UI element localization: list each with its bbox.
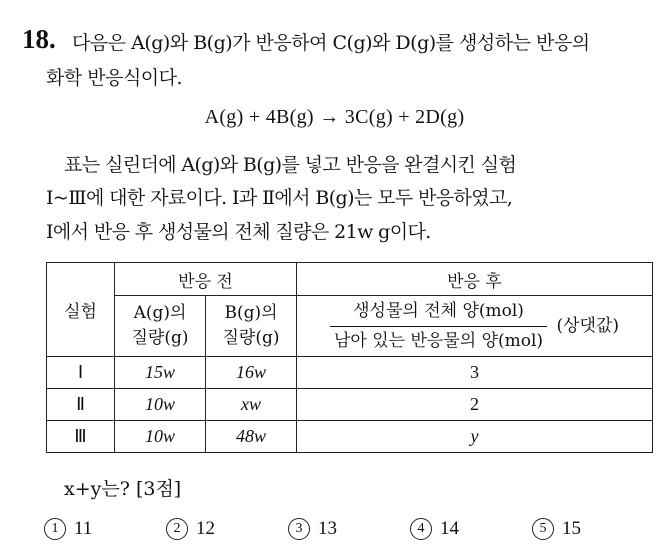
row-a-mass: 10w (115, 389, 206, 421)
header-experiment: 실험 (47, 263, 115, 357)
choice-value: 13 (318, 518, 337, 539)
row-ratio: y (297, 421, 653, 453)
row-experiment: Ⅲ (47, 421, 115, 453)
description-line1: 표는 실린더에 A(g)와 B(g)를 넣고 반응을 완결시킨 실험 (64, 154, 517, 176)
header-b-mass-line1: B(g)의 (224, 303, 278, 323)
choice-2[interactable] (166, 518, 215, 540)
question-stem-line1: 다음은 A(g)와 B(g)가 반응하여 C(g)와 D(g)를 생성하는 반응의 (72, 32, 590, 54)
choice-1[interactable] (44, 518, 92, 540)
row-a-mass: 10w (115, 421, 206, 453)
question-prompt: x+y는? [3점] (64, 478, 182, 500)
row-ratio: 3 (297, 357, 653, 389)
chemical-equation: A(g) + 4B(g) → 3C(g) + 2D(g) (204, 106, 465, 128)
relative-value-note: (상댓값) (556, 315, 619, 336)
choice-4[interactable] (410, 518, 459, 540)
choice-value: 12 (196, 518, 215, 539)
row-experiment: Ⅱ (47, 389, 115, 421)
experiment-table (46, 262, 653, 453)
header-a-mass (115, 296, 206, 357)
choice-value: 11 (74, 518, 93, 539)
row-b-mass: 16w (206, 357, 297, 389)
header-after-reaction: 반응 후 (297, 263, 653, 296)
table-row (47, 357, 653, 389)
header-a-mass-line1: A(g)의 (133, 303, 187, 323)
header-a-mass-line2: 질량(g) (131, 328, 189, 348)
fraction-denominator: 남아 있는 반응물의 양(mol) (333, 330, 544, 351)
row-a-mass: 15w (115, 357, 206, 389)
choice-marker: 2 (166, 518, 188, 540)
table-row (47, 421, 653, 453)
question-stem-line2: 화학 반응식이다. (46, 67, 183, 89)
choice-5[interactable] (532, 518, 581, 540)
row-b-mass: xw (206, 389, 297, 421)
mole-ratio-fraction (330, 299, 547, 354)
question-number: 18. (22, 24, 56, 54)
fraction-numerator: 생성물의 전체 양(mol) (330, 299, 547, 327)
row-ratio: 2 (297, 389, 653, 421)
choice-marker: 5 (532, 518, 554, 540)
choice-marker: 4 (410, 518, 432, 540)
row-b-mass: 48w (206, 421, 297, 453)
description-line3: Ⅰ에서 반응 후 생성물의 전체 질량은 21w g이다. (46, 221, 431, 243)
choice-value: 14 (440, 518, 459, 539)
header-b-mass-line2: 질량(g) (222, 328, 280, 348)
choice-value: 15 (562, 518, 581, 539)
choice-marker: 3 (288, 518, 310, 540)
header-b-mass (206, 296, 297, 357)
table-row (47, 389, 653, 421)
description-line2: Ⅰ~Ⅲ에 대한 자료이다. Ⅰ과 Ⅱ에서 B(g)는 모두 반응하였고, (46, 187, 513, 209)
choice-3[interactable] (288, 518, 337, 540)
header-before-reaction: 반응 전 (115, 263, 297, 296)
header-mole-ratio (297, 296, 653, 357)
row-experiment: Ⅰ (47, 357, 115, 389)
choice-marker: 1 (44, 518, 66, 540)
